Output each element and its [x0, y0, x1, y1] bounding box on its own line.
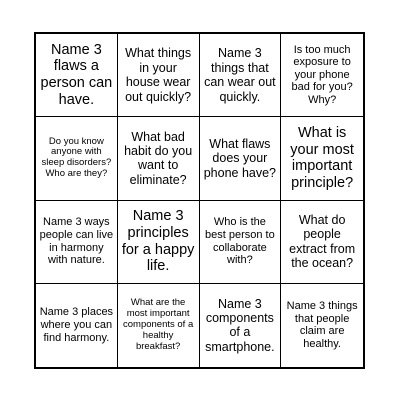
bingo-cell[interactable]: Name 3 ways people can live in harmony with nature. [36, 201, 118, 284]
bingo-cell[interactable]: Who is the best person to collaborate with? [200, 201, 282, 284]
bingo-cell[interactable]: Is too much exposure to your phone bad for you? Why? [281, 34, 363, 117]
bingo-cell[interactable]: Name 3 components of a smartphone. [200, 284, 282, 367]
bingo-cell[interactable]: What flaws does your phone have? [200, 117, 282, 200]
bingo-cell[interactable]: What do people extract from the ocean? [281, 201, 363, 284]
bingo-board [34, 32, 365, 369]
bingo-cell[interactable]: Name 3 things that people claim are healthy. [286, 300, 358, 351]
bingo-cell[interactable]: Do you know anyone with sleep disorders? Who are they? [36, 117, 118, 200]
bingo-cell[interactable]: Name 3 principles for a happy life. [118, 201, 200, 284]
bingo-cell[interactable]: Name 3 places where you can find harmony. [36, 284, 118, 367]
bingo-cell[interactable]: Name 3 things that can wear out quickly. [200, 34, 282, 117]
bingo-cell[interactable]: What things in your house wear out quickly? [118, 34, 200, 117]
bingo-cell[interactable]: What is your most important principle? [281, 117, 363, 200]
bingo-cell[interactable]: Name 3 flaws a person can have. [36, 34, 118, 117]
bingo-cell[interactable]: What bad habit do you want to eliminate? [118, 117, 200, 200]
bingo-cell[interactable]: What are the most important components of a healthy breakfast? [118, 284, 200, 367]
